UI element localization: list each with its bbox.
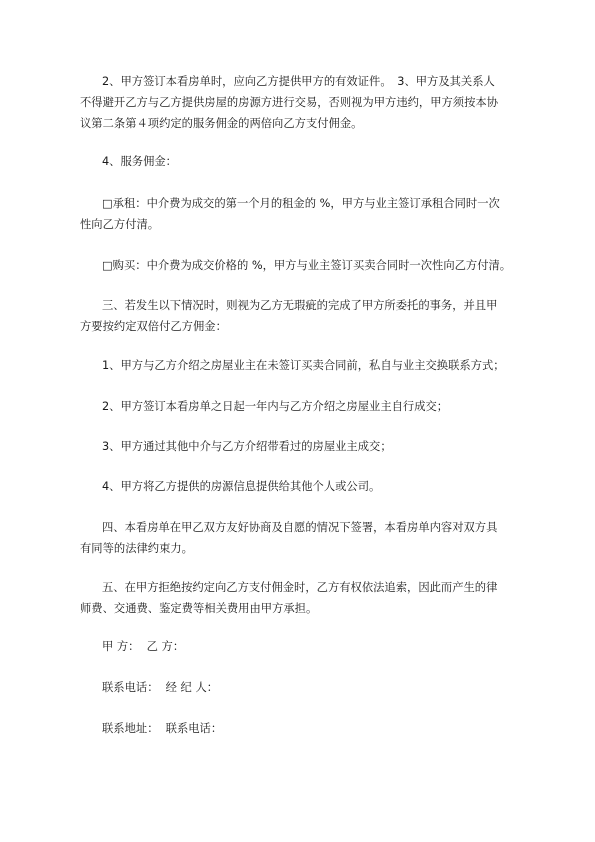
paragraph-rent-option <box>80 193 520 235</box>
text-line: 有同等的法律约束力。 <box>80 542 193 555</box>
paragraph-item-1 <box>102 355 532 376</box>
text-line: 2、甲方签订本看房单之日起一年内与乙方介绍之房屋业主自行成交； <box>102 400 449 413</box>
text-line: □承租：中介费为成交的第一个月的租金的 %，甲方与业主签订承租合同时一次 <box>102 197 500 210</box>
text-line: 三、若发生以下情况时，则视为乙方无瑕疵的完成了甲方所委托的事务，并且甲 <box>102 299 498 312</box>
paragraph-clause-three <box>80 295 520 337</box>
paragraph-clause-five <box>80 577 520 619</box>
paragraph-clause-2-3 <box>80 71 520 134</box>
paragraph-purchase-option <box>102 255 532 276</box>
paragraph-item-3 <box>102 436 542 457</box>
text-line: 师费、交通费、鉴定费等相关费用由甲方承担。 <box>80 602 318 615</box>
text-line: 议第二条第４项约定的服务佣金的两倍向乙方支付佣金。 <box>80 117 363 130</box>
text-line: 五、在甲方拒绝按约定向乙方支付佣金时，乙方有权依法追索，因此而产生的律 <box>102 581 498 594</box>
text-line: 4、甲方将乙方提供的房源信息提供给其他个人或公司。 <box>102 480 381 493</box>
paragraph-item-4 <box>102 476 542 497</box>
text-line: 四、本看房单在甲乙双方友好协商及自愿的情况下签署，本看房单内容对双方具 <box>102 521 498 534</box>
text-line: 4、服务佣金： <box>102 155 177 168</box>
signature-address-phone: 联系地址： 联系电话： <box>102 722 223 735</box>
text-line: □购买：中介费为成交价格的 %，甲方与业主签订买卖合同时一次性向乙方付清。 <box>102 259 512 272</box>
text-line: 1、甲方与乙方介绍之房屋业主在未签订买卖合同前，私自与业主交换联系方式； <box>102 359 505 372</box>
paragraph-clause-four <box>80 517 520 559</box>
signature-parties: 甲 方： 乙 方： <box>102 640 185 653</box>
text-line: 3、甲方通过其他中介与乙方介绍带看过的房屋业主成交； <box>102 440 392 453</box>
text-line: 性向乙方付清。 <box>80 218 160 231</box>
signature-phone-agent: 联系电话： 经 纪 人： <box>102 681 219 694</box>
text-line: 不得避开乙方与乙方提供房屋的房源方进行交易，否则视为甲方违约，甲方须按本协 <box>80 96 498 109</box>
text-line: 方要按约定双倍付乙方佣金： <box>80 320 227 333</box>
paragraph-item-2 <box>102 396 542 417</box>
text-line: 2、甲方签订本看房单时，应向乙方提供甲方的有效证件。 3、甲方及其关系人 <box>102 75 495 88</box>
paragraph-service-commission <box>102 151 542 172</box>
